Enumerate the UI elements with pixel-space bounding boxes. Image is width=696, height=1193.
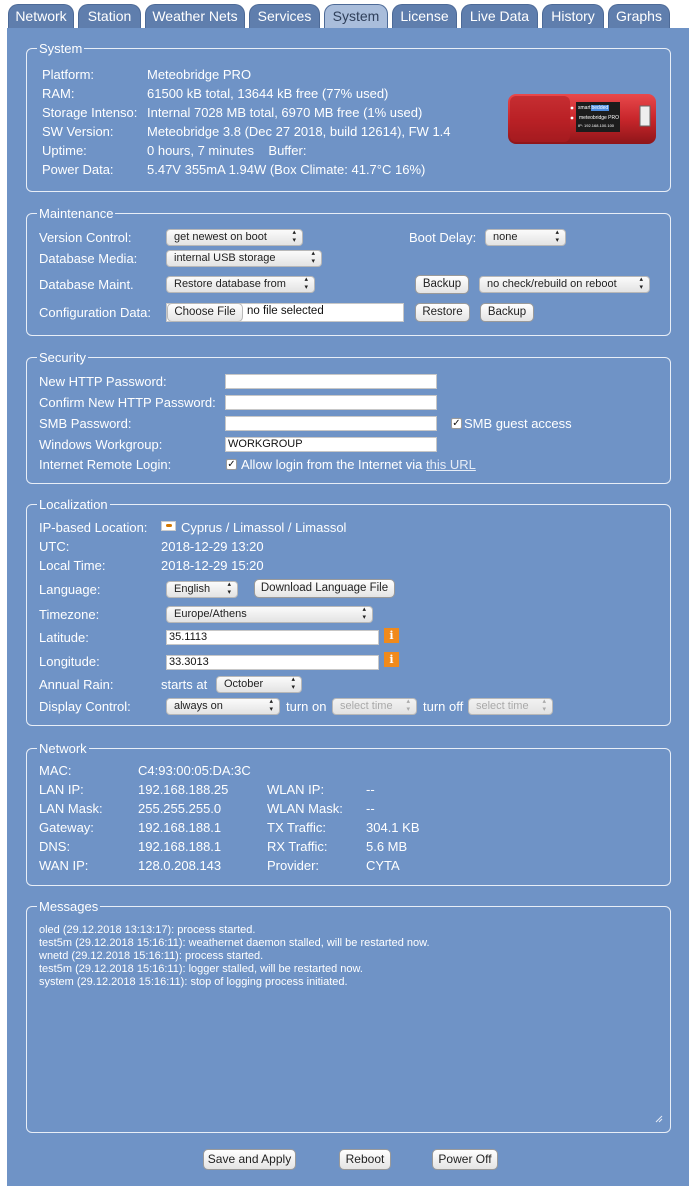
cyprus-flag-icon xyxy=(161,521,176,531)
longitude-label: Longitude: xyxy=(39,654,100,669)
power-data-value: 5.47V 355mA 1.94W (Box Climate: 41.7°C 16%) xyxy=(147,162,426,177)
utc-label: UTC: xyxy=(39,539,70,554)
new-password-label: New HTTP Password: xyxy=(39,374,167,389)
workgroup-field[interactable]: WORKGROUP xyxy=(225,437,437,452)
sw-version-label: SW Version: xyxy=(42,124,114,139)
database-media-select[interactable]: internal USB storage ▴ ▾ xyxy=(166,250,322,267)
remote-login-label: Internet Remote Login: xyxy=(39,457,172,472)
mac-label: MAC: xyxy=(39,763,72,778)
tab-license[interactable]: License xyxy=(392,4,457,28)
ip-location-label: IP-based Location: xyxy=(39,520,148,535)
sw-version-value: Meteobridge 3.8 (Dec 27 2018, build 12614), FW 1.4 xyxy=(147,124,451,139)
longitude-info-icon[interactable]: i xyxy=(384,652,399,667)
remote-login-text: Allow login from the Internet via this URL xyxy=(241,457,476,472)
database-maint-select[interactable]: Restore database from ▴ ▾ xyxy=(166,276,315,293)
message-line: system (29.12.2018 15:16:11): stop of logging process initiated. xyxy=(39,976,348,988)
power-data-label: Power Data: xyxy=(42,162,114,177)
message-line: wnetd (29.12.2018 15:16:11): process started. xyxy=(39,950,264,962)
timezone-select[interactable]: Europe/Athens ▴ ▾ xyxy=(166,606,373,623)
boot-delay-select[interactable]: none ▴ ▾ xyxy=(485,229,566,246)
provider-value: CYTA xyxy=(366,858,400,873)
turn-on-select[interactable]: select time ▴ ▾ xyxy=(332,698,417,715)
message-line: oled (29.12.2018 13:13:17): process started. xyxy=(39,924,256,936)
display-control-select[interactable]: always on ▴ ▾ xyxy=(166,698,280,715)
power-off-button[interactable]: Power Off xyxy=(432,1149,498,1170)
wan-ip-value: 128.0.208.143 xyxy=(138,858,222,873)
this-url-link[interactable]: this URL xyxy=(426,457,476,472)
confirm-password-label: Confirm New HTTP Password: xyxy=(39,395,216,410)
tab-bar xyxy=(0,0,696,28)
ram-label: RAM: xyxy=(42,86,75,101)
messages-log[interactable] xyxy=(28,918,669,1123)
lan-mask-label: LAN Mask: xyxy=(39,801,103,816)
localization-legend: Localization xyxy=(39,497,108,512)
longitude-field[interactable]: 33.3013 xyxy=(166,655,379,670)
version-control-label: Version Control: xyxy=(39,230,132,245)
turn-on-label: turn on xyxy=(286,699,327,714)
ip-location-value: Cyprus / Limassol / Limassol xyxy=(181,520,347,535)
network-legend: Network xyxy=(39,741,87,756)
annual-rain-label: Annual Rain: xyxy=(39,677,114,692)
wlan-ip-value: -- xyxy=(366,782,375,797)
workgroup-label: Windows Workgroup: xyxy=(39,437,163,452)
tab-services[interactable]: Services xyxy=(249,4,320,28)
remote-login-checkbox[interactable]: ✓ xyxy=(227,459,236,470)
lan-ip-label: LAN IP: xyxy=(39,782,84,797)
local-time-value: 2018-12-29 15:20 xyxy=(161,558,264,573)
new-password-field[interactable] xyxy=(225,374,437,389)
device-screen-brand: smartbedded xyxy=(578,105,609,111)
config-restore-button[interactable]: Restore xyxy=(415,303,470,322)
database-media-label: Database Media: xyxy=(39,251,138,266)
message-line: test5m (29.12.2018 15:16:11): weathernet daemon stalled, will be restarted now. xyxy=(39,937,430,949)
tx-traffic-label: TX Traffic: xyxy=(267,820,326,835)
save-and-apply-button[interactable]: Save and Apply xyxy=(203,1149,296,1170)
security-legend: Security xyxy=(39,350,86,365)
rain-starts-at: starts at xyxy=(161,677,208,692)
rain-month-select[interactable]: October ▴ ▾ xyxy=(216,676,302,693)
latitude-field[interactable]: 35.1113 xyxy=(166,630,379,645)
no-file-text: no file selected xyxy=(247,305,324,317)
device-screen-model: meteobridge PRO xyxy=(579,115,620,121)
meteobridge-device-image xyxy=(506,88,658,150)
version-control-select[interactable]: get newest on boot ▴ ▾ xyxy=(166,229,303,246)
dns-value: 192.168.188.1 xyxy=(138,839,222,854)
smb-guest-checkbox[interactable]: ✓ xyxy=(452,418,461,429)
language-label: Language: xyxy=(39,582,101,597)
lan-ip-value: 192.168.188.25 xyxy=(138,782,229,797)
storage-label: Storage Intenso: xyxy=(42,105,138,120)
tab-network[interactable]: Network xyxy=(8,4,74,28)
gateway-value: 192.168.188.1 xyxy=(138,820,222,835)
uptime-value: 0 hours, 7 minutes Buffer: xyxy=(147,143,307,158)
database-backup-button[interactable]: Backup xyxy=(415,275,469,294)
storage-value: Internal 7028 MB total, 6970 MB free (1% used) xyxy=(147,105,423,120)
rebuild-select[interactable]: no check/rebuild on reboot ▴ ▾ xyxy=(479,276,650,293)
tab-station[interactable]: Station xyxy=(78,4,141,28)
tab-weather-nets[interactable]: Weather Nets xyxy=(145,4,245,28)
language-select[interactable]: English ▴ ▾ xyxy=(166,581,238,598)
network-section xyxy=(26,741,671,886)
turn-off-select[interactable]: select time ▴ ▾ xyxy=(468,698,553,715)
download-language-button[interactable]: Download Language File xyxy=(254,579,395,598)
utc-value: 2018-12-29 13:20 xyxy=(161,539,264,554)
lan-mask-value: 255.255.255.0 xyxy=(138,801,222,816)
ram-value: 61500 kB total, 13644 kB free (77% used) xyxy=(147,86,389,101)
tab-system[interactable]: System xyxy=(324,4,388,28)
reboot-button[interactable]: Reboot xyxy=(339,1149,391,1170)
confirm-password-field[interactable] xyxy=(225,395,437,410)
rx-traffic-value: 5.6 MB xyxy=(366,839,408,854)
rx-traffic-label: RX Traffic: xyxy=(267,839,328,854)
turn-off-label: turn off xyxy=(423,699,464,714)
smb-guest-label: SMB guest access xyxy=(464,416,572,431)
maintenance-legend: Maintenance xyxy=(39,206,114,221)
system-legend: System xyxy=(39,41,83,56)
wlan-mask-value: -- xyxy=(366,801,375,816)
dns-label: DNS: xyxy=(39,839,71,854)
latitude-label: Latitude: xyxy=(39,630,89,645)
smb-password-field[interactable] xyxy=(225,416,437,431)
tab-live-data[interactable]: Live Data xyxy=(461,4,538,28)
display-control-label: Display Control: xyxy=(39,699,131,714)
database-maint-label: Database Maint. xyxy=(39,277,134,292)
platform-value: Meteobridge PRO xyxy=(147,67,252,82)
platform-label: Platform: xyxy=(42,67,95,82)
timezone-label: Timezone: xyxy=(39,607,100,622)
smb-password-label: SMB Password: xyxy=(39,416,132,431)
message-line: test5m (29.12.2018 15:16:11): logger stalled, will be restarted now. xyxy=(39,963,363,975)
resize-handle-icon[interactable] xyxy=(655,1111,663,1119)
tab-history[interactable]: History xyxy=(542,4,604,28)
gateway-label: Gateway: xyxy=(39,820,94,835)
tab-graphs[interactable]: Graphs xyxy=(608,4,670,28)
wlan-mask-label: WLAN Mask: xyxy=(267,801,343,816)
latitude-info-icon[interactable]: i xyxy=(384,628,399,643)
config-data-label: Configuration Data: xyxy=(39,305,152,320)
wan-ip-label: WAN IP: xyxy=(39,858,89,873)
config-backup-button[interactable]: Backup xyxy=(480,303,534,322)
mac-value: C4:93:00:05:DA:3C xyxy=(138,763,251,778)
wlan-ip-label: WLAN IP: xyxy=(267,782,325,797)
boot-delay-label: Boot Delay: xyxy=(409,230,477,245)
uptime-label: Uptime: xyxy=(42,143,87,158)
provider-label: Provider: xyxy=(267,858,320,873)
tx-traffic-value: 304.1 KB xyxy=(366,820,420,835)
local-time-label: Local Time: xyxy=(39,558,106,573)
choose-file-button[interactable]: Choose File xyxy=(167,303,243,322)
device-screen-ip: IP: 192.168.100.100 xyxy=(578,123,615,128)
messages-legend: Messages xyxy=(39,899,99,914)
